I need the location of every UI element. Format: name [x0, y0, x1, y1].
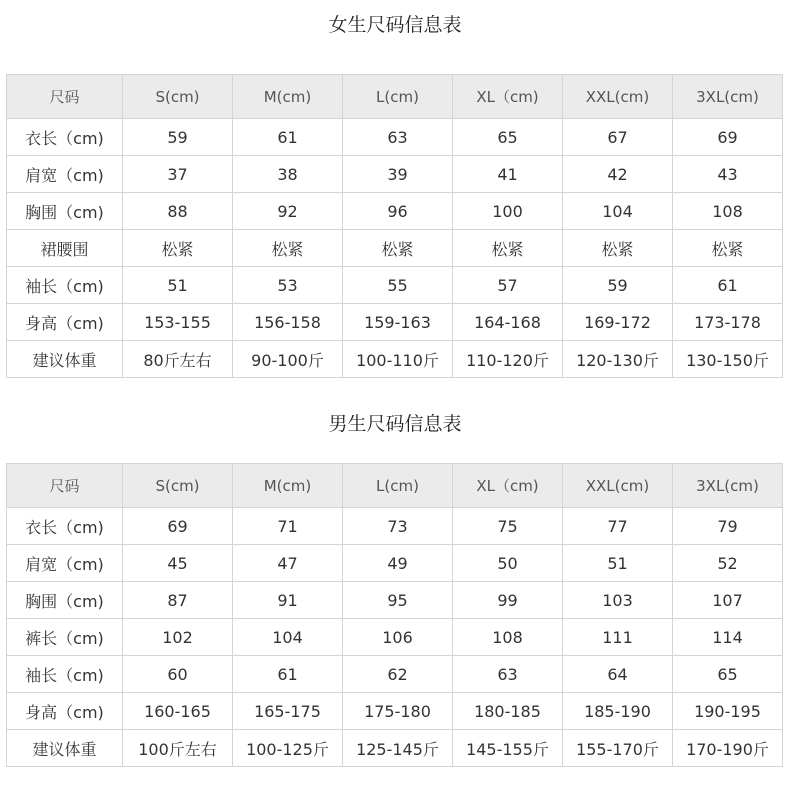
row-label-cell: 肩宽（cm) [7, 156, 123, 193]
men-size-table [6, 463, 783, 767]
table-cell: 103 [563, 582, 673, 619]
table-row [7, 656, 783, 693]
table-cell: 77 [563, 508, 673, 545]
table-cell: 55 [343, 267, 453, 304]
table-cell: 100斤左右 [123, 730, 233, 767]
table-cell: 59 [123, 119, 233, 156]
table-cell: 75 [453, 508, 563, 545]
row-label-cell: 肩宽（cm) [7, 545, 123, 582]
row-label-cell: 身高（cm) [7, 693, 123, 730]
table-cell: 67 [563, 119, 673, 156]
men-size-title: 男生尺码信息表 [328, 413, 462, 435]
table-cell: 100-110斤 [343, 341, 453, 378]
table-cell: 104 [563, 193, 673, 230]
table-row [7, 545, 783, 582]
table-cell: 125-145斤 [343, 730, 453, 767]
header-cell: 尺码 [7, 75, 123, 119]
header-cell: S(cm) [123, 75, 233, 119]
table-cell: 松紧 [123, 230, 233, 267]
table-cell: 180-185 [453, 693, 563, 730]
table-cell: 39 [343, 156, 453, 193]
table-cell: 95 [343, 582, 453, 619]
table-cell: 190-195 [673, 693, 783, 730]
table-cell: 63 [453, 656, 563, 693]
table-cell: 87 [123, 582, 233, 619]
table-cell: 120-130斤 [563, 341, 673, 378]
table-cell: 松紧 [343, 230, 453, 267]
row-label-cell: 衣长（cm) [7, 508, 123, 545]
table-cell: 90-100斤 [233, 341, 343, 378]
table-row [7, 730, 783, 767]
table-cell: 59 [563, 267, 673, 304]
table-cell: 164-168 [453, 304, 563, 341]
table-cell: 92 [233, 193, 343, 230]
table-row [7, 193, 783, 230]
row-label-cell: 建议体重 [7, 730, 123, 767]
table-cell: 60 [123, 656, 233, 693]
row-label-cell: 身高（cm) [7, 304, 123, 341]
table-cell: 51 [563, 545, 673, 582]
header-cell: XXL(cm) [563, 75, 673, 119]
header-cell: XXL(cm) [563, 464, 673, 508]
table-cell: 79 [673, 508, 783, 545]
table-cell: 100 [453, 193, 563, 230]
table-cell: 47 [233, 545, 343, 582]
table-cell: 99 [453, 582, 563, 619]
table-row [7, 119, 783, 156]
table-cell: 61 [673, 267, 783, 304]
table-cell: 106 [343, 619, 453, 656]
table-row [7, 508, 783, 545]
table-cell: 57 [453, 267, 563, 304]
table-cell: 49 [343, 545, 453, 582]
table-cell: 159-163 [343, 304, 453, 341]
row-label-cell: 胸围（cm) [7, 193, 123, 230]
row-label-cell: 袖长（cm) [7, 267, 123, 304]
table-cell: 100-125斤 [233, 730, 343, 767]
table-cell: 64 [563, 656, 673, 693]
table-cell: 松紧 [563, 230, 673, 267]
table-cell: 37 [123, 156, 233, 193]
table-header-row [7, 75, 783, 119]
header-cell: S(cm) [123, 464, 233, 508]
table-row [7, 230, 783, 267]
table-cell: 51 [123, 267, 233, 304]
table-cell: 170-190斤 [673, 730, 783, 767]
table-row [7, 304, 783, 341]
table-cell: 65 [673, 656, 783, 693]
table-cell: 71 [233, 508, 343, 545]
table-cell: 108 [453, 619, 563, 656]
table-cell: 175-180 [343, 693, 453, 730]
women-size-title: 女生尺码信息表 [328, 14, 462, 36]
table-row [7, 693, 783, 730]
table-cell: 69 [123, 508, 233, 545]
header-cell: XL（cm) [453, 464, 563, 508]
table-cell: 73 [343, 508, 453, 545]
table-cell: 69 [673, 119, 783, 156]
table-cell: 102 [123, 619, 233, 656]
table-cell: 107 [673, 582, 783, 619]
header-cell: M(cm) [233, 464, 343, 508]
table-cell: 91 [233, 582, 343, 619]
header-cell: M(cm) [233, 75, 343, 119]
table-cell: 153-155 [123, 304, 233, 341]
table-cell: 185-190 [563, 693, 673, 730]
table-cell: 130-150斤 [673, 341, 783, 378]
table-cell: 松紧 [673, 230, 783, 267]
header-cell: 3XL(cm) [673, 75, 783, 119]
table-cell: 108 [673, 193, 783, 230]
header-cell: 3XL(cm) [673, 464, 783, 508]
table-cell: 41 [453, 156, 563, 193]
row-label-cell: 建议体重 [7, 341, 123, 378]
table-row [7, 582, 783, 619]
table-cell: 114 [673, 619, 783, 656]
table-cell: 松紧 [453, 230, 563, 267]
row-label-cell: 裤长（cm) [7, 619, 123, 656]
table-cell: 45 [123, 545, 233, 582]
row-label-cell: 袖长（cm) [7, 656, 123, 693]
header-cell: XL（cm) [453, 75, 563, 119]
row-label-cell: 裙腰围 [7, 230, 123, 267]
table-row [7, 156, 783, 193]
table-cell: 88 [123, 193, 233, 230]
table-cell: 80斤左右 [123, 341, 233, 378]
table-cell: 61 [233, 119, 343, 156]
table-cell: 111 [563, 619, 673, 656]
table-cell: 104 [233, 619, 343, 656]
women-size-table [6, 74, 783, 378]
header-cell: 尺码 [7, 464, 123, 508]
table-cell: 145-155斤 [453, 730, 563, 767]
header-cell: L(cm) [343, 75, 453, 119]
row-label-cell: 衣长（cm) [7, 119, 123, 156]
table-cell: 42 [563, 156, 673, 193]
table-cell: 169-172 [563, 304, 673, 341]
header-cell: L(cm) [343, 464, 453, 508]
table-row [7, 341, 783, 378]
table-cell: 65 [453, 119, 563, 156]
table-cell: 53 [233, 267, 343, 304]
table-cell: 50 [453, 545, 563, 582]
table-cell: 63 [343, 119, 453, 156]
table-cell: 61 [233, 656, 343, 693]
table-cell: 62 [343, 656, 453, 693]
table-row [7, 267, 783, 304]
table-cell: 160-165 [123, 693, 233, 730]
table-cell: 165-175 [233, 693, 343, 730]
table-cell: 43 [673, 156, 783, 193]
table-cell: 52 [673, 545, 783, 582]
table-header-row [7, 464, 783, 508]
table-row [7, 619, 783, 656]
table-cell: 173-178 [673, 304, 783, 341]
table-cell: 155-170斤 [563, 730, 673, 767]
table-cell: 110-120斤 [453, 341, 563, 378]
row-label-cell: 胸围（cm) [7, 582, 123, 619]
table-cell: 38 [233, 156, 343, 193]
table-cell: 156-158 [233, 304, 343, 341]
table-cell: 96 [343, 193, 453, 230]
table-cell: 松紧 [233, 230, 343, 267]
